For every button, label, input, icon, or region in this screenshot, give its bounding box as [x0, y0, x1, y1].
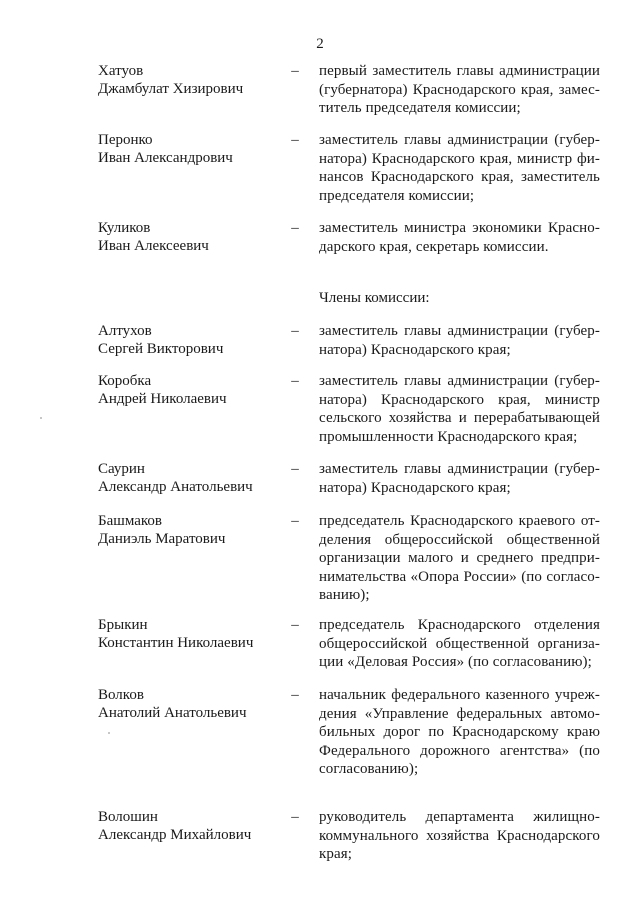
member-role: [319, 62, 600, 118]
member-surname: Алтухов: [98, 323, 152, 339]
member-given-names: Анатолий Анатольевич: [98, 705, 247, 721]
member-role: [319, 808, 600, 864]
member-given-names: Александр Анатольевич: [98, 479, 253, 495]
member-role: [319, 131, 600, 205]
member-surname: Волков: [98, 687, 144, 703]
scan-speck: [108, 732, 110, 734]
member-given-names: Иван Алексеевич: [98, 238, 209, 254]
role-line: края;: [319, 846, 353, 862]
role-line: заместитель министра экономики Красно-: [319, 220, 600, 236]
role-line: согласованию);: [319, 761, 419, 777]
separator-dash: –: [291, 323, 299, 339]
role-line: ции «Деловая Россия» (по согласованию);: [319, 654, 592, 670]
page-number: 2: [316, 36, 324, 52]
role-line: председатель Краснодарского краевого от-: [319, 513, 600, 529]
member-given-names: Даниэль Маратович: [98, 531, 226, 547]
role-line: заместитель главы администрации (губер-: [319, 461, 600, 477]
role-line: председатель Краснодарского отделения: [319, 617, 600, 633]
role-line: натора) Краснодарского края;: [319, 341, 511, 358]
member-surname: Волошин: [98, 809, 158, 825]
role-line: натора) Краснодарского края, министр: [319, 391, 600, 408]
role-line: первый заместитель главы администрации: [319, 63, 600, 79]
role-line: сельского хозяйства и перерабатывающей: [319, 410, 600, 426]
role-line: нимательства «Опора России» (по согласо-: [319, 568, 600, 585]
role-line: дения «Управление федеральных автомо-: [319, 705, 600, 722]
role-line: бильных дорог по Краснодарскому краю: [319, 724, 600, 740]
member-role: [319, 372, 600, 446]
role-line: ванию);: [319, 587, 370, 603]
separator-dash: –: [291, 461, 299, 477]
role-line: Федерального дорожного агентства» (по: [319, 742, 600, 759]
member-given-names: Александр Михайлович: [98, 827, 252, 843]
member-surname: Куликов: [98, 220, 151, 236]
separator-dash: –: [291, 513, 299, 529]
separator-dash: –: [291, 63, 299, 79]
member-surname: Перонко: [98, 132, 153, 148]
member-given-names: Сергей Викторович: [98, 341, 224, 357]
member-role: [319, 460, 600, 497]
role-line: деления общероссийской общественной: [319, 531, 600, 548]
member-given-names: Андрей Николаевич: [98, 391, 227, 407]
separator-dash: –: [291, 617, 299, 633]
role-line: начальник федерального казенного учреж-: [319, 687, 600, 703]
separator-dash: –: [291, 687, 299, 703]
role-line: заместитель главы администрации (губер-: [319, 323, 600, 339]
role-line: натора) Краснодарского края;: [319, 479, 511, 496]
member-role: [319, 219, 600, 256]
role-line: (губернатора) Краснодарского края, замес-: [319, 81, 600, 98]
role-line: нансов Краснодарского края, заместитель: [319, 169, 600, 185]
members-heading: Члены комиссии:: [319, 290, 430, 306]
scan-speck: [40, 417, 42, 419]
member-surname: Коробка: [98, 373, 152, 389]
role-line: промышленности Краснодарского края;: [319, 428, 578, 445]
role-line: заместитель главы администрации (губер-: [319, 373, 600, 389]
role-line: организации малого и среднего предпри-: [319, 550, 600, 566]
role-line: руководитель департамента жилищно-: [319, 809, 600, 825]
member-surname: Брыкин: [98, 617, 148, 633]
member-surname: Башмаков: [98, 513, 162, 529]
member-given-names: Константин Николаевич: [98, 635, 254, 651]
separator-dash: –: [291, 373, 299, 389]
member-role: [319, 322, 600, 359]
member-given-names: Иван Александрович: [98, 150, 233, 166]
role-line: председателя комиссии;: [319, 187, 475, 204]
separator-dash: –: [291, 132, 299, 148]
separator-dash: –: [291, 220, 299, 236]
member-surname: Хатуов: [98, 63, 144, 79]
member-surname: Саурин: [98, 461, 145, 477]
role-line: общероссийской общественной организа-: [319, 635, 600, 652]
role-line: заместитель главы администрации (губер-: [319, 132, 600, 148]
member-role: [319, 616, 600, 672]
role-line: дарского края, секретарь комиссии.: [319, 238, 549, 255]
member-given-names: Джамбулат Хизирович: [98, 81, 244, 97]
member-role: [319, 512, 600, 605]
member-role: [319, 686, 600, 779]
role-line: титель председателя комиссии;: [319, 100, 521, 116]
role-line: коммунального хозяйства Краснодарского: [319, 827, 600, 844]
role-line: натора) Краснодарского края, министр фи-: [319, 150, 600, 167]
separator-dash: –: [291, 809, 299, 825]
